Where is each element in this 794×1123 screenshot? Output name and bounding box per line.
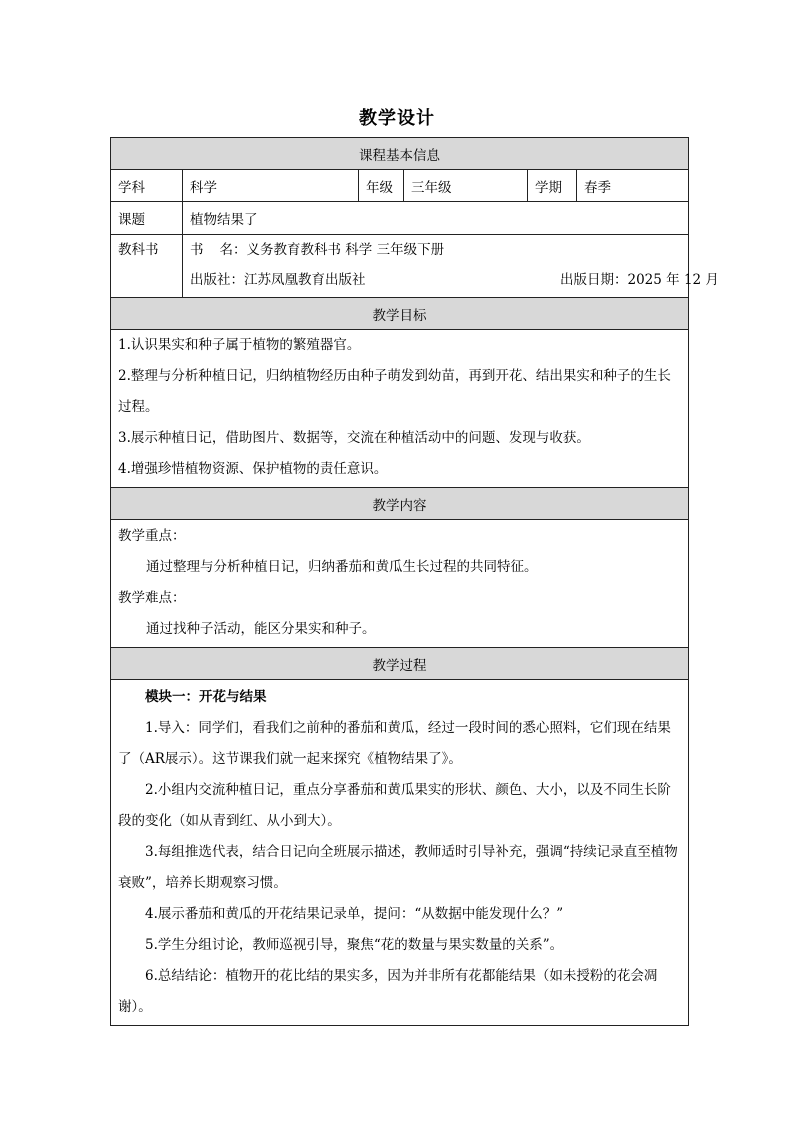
objectives-cell <box>111 330 689 488</box>
objectives-row <box>111 330 689 488</box>
section-header-content <box>111 488 689 520</box>
content-row <box>111 520 689 648</box>
publisher-value: 江苏凤凰教育出版社 <box>244 272 366 288</box>
subject-value: 科学 <box>183 170 359 202</box>
grade-label: 年级 <box>359 170 404 202</box>
publish-date <box>560 265 719 295</box>
process-step: 2.小组内交流种植日记，重点分享番茄和黄瓜果实的形状、颜色、大小，以及不同生长阶段的变化（如从青到红、从小到大）。 <box>118 782 671 829</box>
section-title-process: 教学过程 <box>111 648 689 680</box>
textbook-label: 教科书 <box>118 242 159 258</box>
term-value: 春季 <box>577 170 689 202</box>
process-row <box>111 680 689 1026</box>
difficulty-text: 通过找种子活动，能区分果实和种子。 <box>146 621 376 637</box>
lesson-plan-table <box>110 137 719 1026</box>
content-cell <box>111 520 689 648</box>
topic-row <box>111 202 689 235</box>
topic-value: 植物结果了 <box>183 202 689 235</box>
book-name-label-2: 名： <box>219 242 247 258</box>
objective-item: 1.认识果实和种子属于植物的繁殖器官。 <box>118 337 361 353</box>
page-title: 教学设计 <box>359 108 435 129</box>
grade-value: 三年级 <box>404 170 528 202</box>
textbook-label-cell <box>111 235 183 298</box>
process-step: 4.展示番茄和黄瓜的开花结果记录单，提问：“从数据中能发现什么？” <box>145 906 564 922</box>
difficulty-label: 教学难点： <box>118 590 186 606</box>
process-step: 5.学生分组讨论，教师巡视引导，聚焦“花的数量与果实数量的关系”。 <box>145 937 564 953</box>
publisher-label: 出版社： <box>190 272 244 288</box>
section-header-process <box>111 648 689 680</box>
process-cell <box>111 680 689 1026</box>
book-name-line <box>190 235 681 265</box>
key-point-label: 教学重点： <box>118 528 186 544</box>
section-header-objectives <box>111 298 689 330</box>
key-point-text: 通过整理与分析种植日记，归纳番茄和黄瓜生长过程的共同特征。 <box>146 559 538 575</box>
topic-label: 课题 <box>111 202 183 235</box>
subject-label: 学科 <box>111 170 183 202</box>
objective-item: 3.展示种植日记，借助图片、数据等，交流在种植活动中的问题、发现与收获。 <box>118 430 590 446</box>
process-step: 3.每组推选代表，结合日记向全班展示描述，教师适时引导补充，强调“持续记录直至植物衰败”，培养长期观察习惯。 <box>118 844 678 891</box>
section-title-basic: 课程基本信息 <box>111 138 689 170</box>
textbook-info-cell <box>183 235 719 298</box>
section-header-basic <box>111 138 689 170</box>
book-name-value: 义务教育教科书 科学 三年级下册 <box>246 242 445 258</box>
objective-item: 4.增强珍惜植物资源、保护植物的责任意识。 <box>118 461 388 477</box>
process-step: 6.总结结论：植物开的花比结的果实多，因为并非所有花都能结果（如未授粉的花会凋谢）。 <box>118 968 658 1015</box>
publish-date-value: 2025 年 12 月 <box>627 272 719 288</box>
publisher-line <box>190 265 719 295</box>
section-title-objectives: 教学目标 <box>111 298 689 330</box>
module-title: 模块一：开花与结果 <box>145 689 267 705</box>
info-row <box>111 170 689 202</box>
publish-date-label: 出版日期： <box>560 272 628 288</box>
process-step: 1.导入：同学们，看我们之前种的番茄和黄瓜，经过一段时间的悉心照料，它们现在结果了（AR展示）。这节课我们就一起来探究《植物结果了》。 <box>118 720 671 767</box>
term-label: 学期 <box>528 170 577 202</box>
section-title-content: 教学内容 <box>111 488 689 520</box>
book-name-label: 书 <box>190 242 204 258</box>
objective-item: 2.整理与分析种植日记，归纳植物经历由种子萌发到幼苗，再到开花、结出果实和种子的生长过程。 <box>118 368 671 415</box>
textbook-row <box>111 235 689 298</box>
